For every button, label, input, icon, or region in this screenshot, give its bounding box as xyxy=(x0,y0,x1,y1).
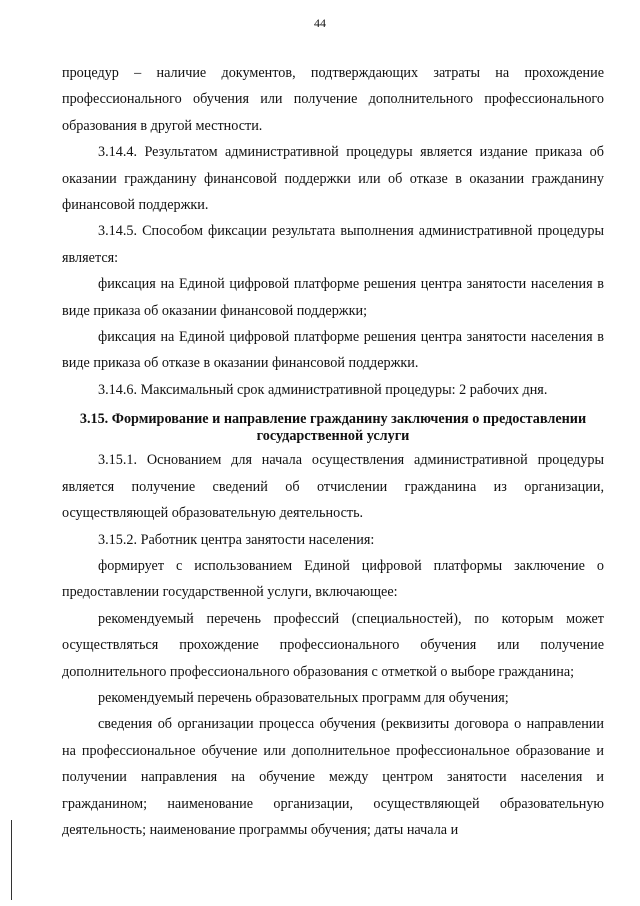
paragraph-3-14-4: 3.14.4. Результатом административной процедуры является издание приказа об оказании гражданину финансовой поддержки или об отказе в оказании гражданину финансовой поддержки. xyxy=(62,144,604,214)
paragraph-training-info: сведения об организации процесса обучения (реквизиты договора о направлении на профессиональное обучение или дополнительное профессиональное образование и получении направления на обучение между центром занятости населения и гражданином; наименование организации, осуществляющей образовательную деятельность; наименование программы обучения; даты начала и xyxy=(62,716,604,838)
document-body xyxy=(62,60,604,843)
scan-edge-line xyxy=(11,820,12,900)
paragraph-recommended-professions: рекомендуемый перечень профессий (специальностей), по которым может осуществляться прохождение профессионального обучения или получение дополнительного профессионального образования с отметкой о выборе гражданина; xyxy=(62,610,604,680)
paragraph-recommended-programs: рекомендуемый перечень образовательных программ для обучения; xyxy=(98,689,509,706)
paragraph-fixation-refusal: фиксация на Единой цифровой платформе решения центра занятости населения в виде приказа об отказе в оказании финансовой поддержки. xyxy=(62,329,604,372)
paragraph-3-15-2: 3.15.2. Работник центра занятости населения: xyxy=(98,531,375,548)
paragraph-continuation: процедур – наличие документов, подтверждающих затраты на прохождение профессионального обучения или получение дополнительного профессионального образования в другой местности. xyxy=(62,65,604,134)
paragraph-3-15-1: 3.15.1. Основанием для начала осуществления административной процедуры является получение сведений об отчислении гражданина из организации, осуществляющей образовательную деятельность. xyxy=(62,452,604,522)
paragraph-fixation-grant: фиксация на Единой цифровой платформе решения центра занятости населения в виде приказа об оказании финансовой поддержки; xyxy=(62,276,604,319)
paragraph-3-14-6: 3.14.6. Максимальный срок административной процедуры: 2 рабочих дня. xyxy=(98,381,548,398)
paragraph-3-14-5: 3.14.5. Способом фиксации результата выполнения административной процедуры является: xyxy=(62,223,604,266)
paragraph-forms-conclusion: формирует с использованием Единой цифровой платформы заключение о предоставлении государственной услуги, включающее: xyxy=(62,557,604,601)
section-heading-3-15: 3.15. Формирование и направление гражданину заключения о предоставлении государственной услуги xyxy=(79,411,587,445)
page-number: 44 xyxy=(314,16,326,30)
